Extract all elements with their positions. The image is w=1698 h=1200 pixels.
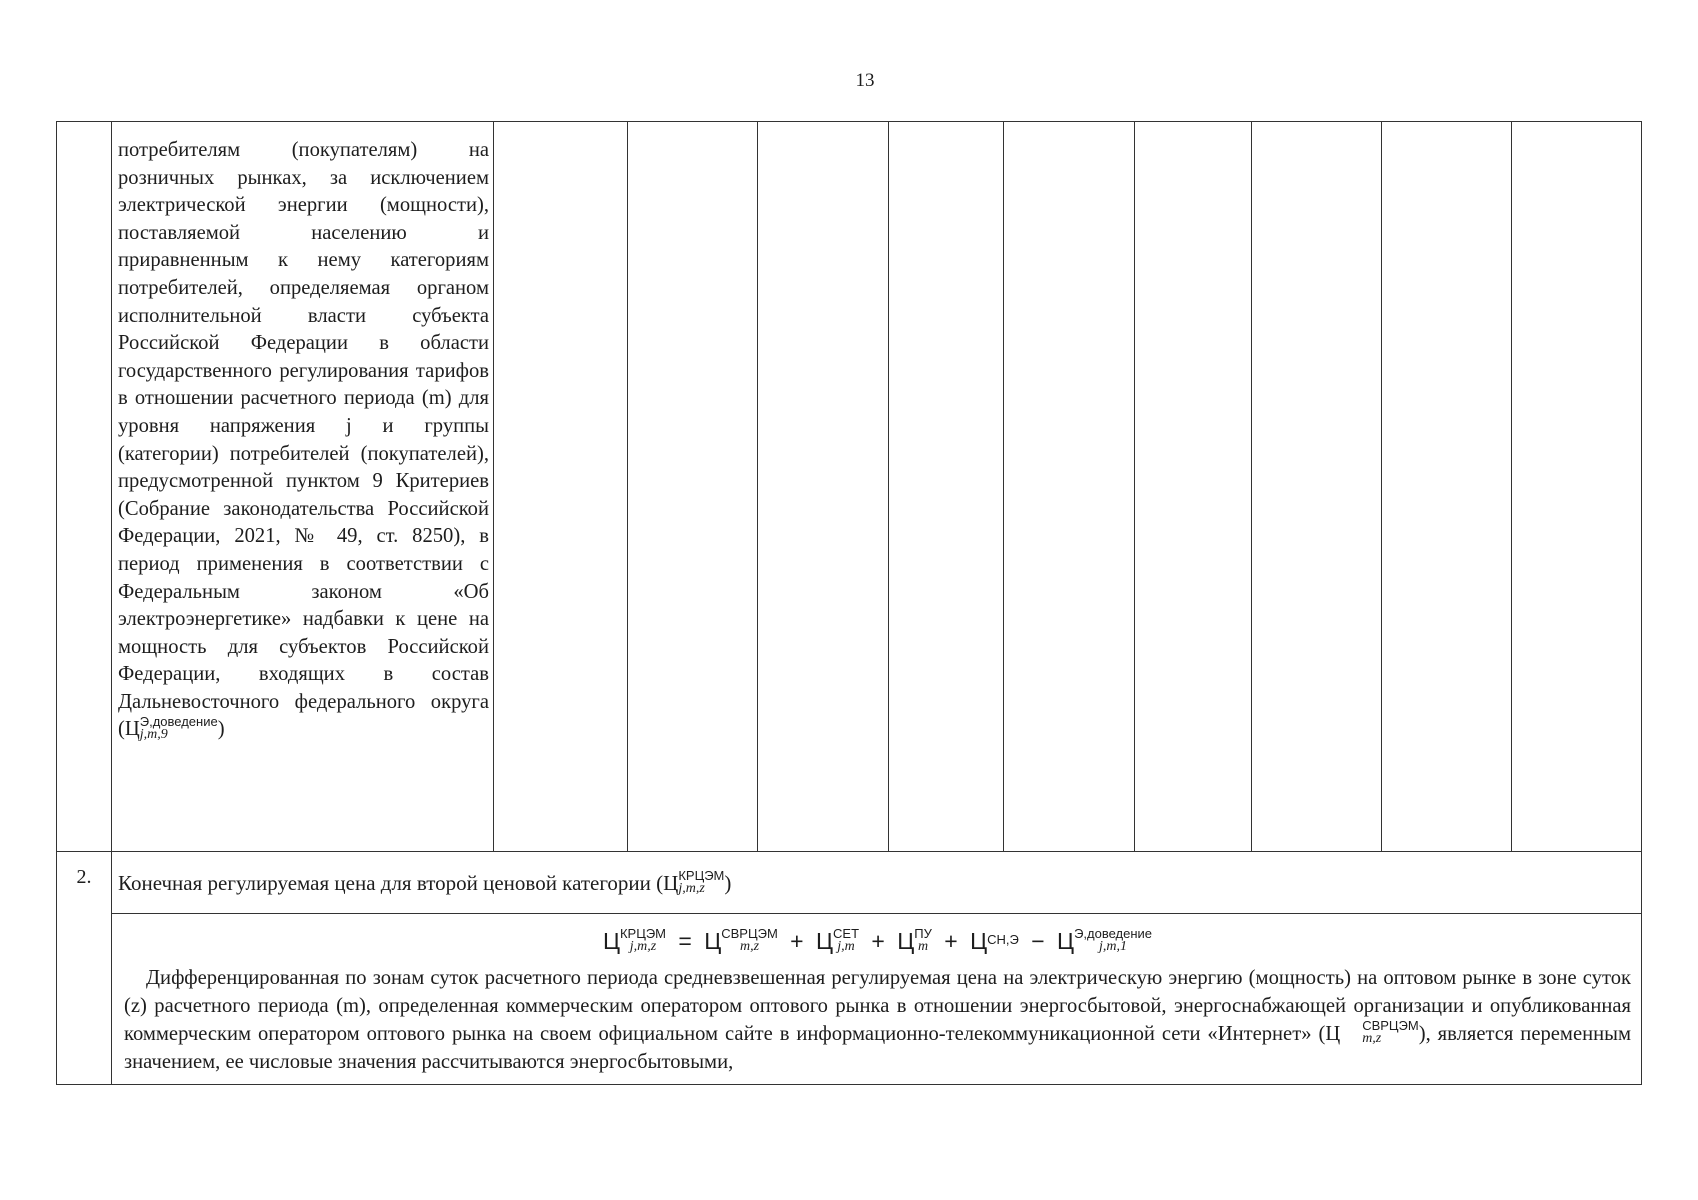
formula-operator: +: [871, 928, 885, 954]
closing-paren: ): [217, 718, 225, 741]
formula-term-indices: [721, 927, 778, 953]
formula-term: Ц: [704, 928, 722, 954]
value-cell: [1382, 122, 1512, 852]
tariff-table: [56, 121, 1642, 1085]
price-formula: [124, 926, 1631, 956]
symbol-subscript: j,m,9: [139, 726, 168, 742]
formula-term-subscript: j,m,1: [1099, 938, 1128, 954]
price-symbol: Ц: [124, 718, 140, 741]
row-number: 2.: [57, 852, 112, 1085]
formula-term-indices: [1074, 927, 1152, 953]
formula-term-subscript: m: [917, 938, 929, 954]
description-symbol-indices: [1340, 1019, 1419, 1045]
formula-term-indices: [987, 933, 1019, 946]
formula-operator: =: [678, 928, 692, 954]
formula-operator: +: [944, 928, 958, 954]
value-cell: [1512, 122, 1642, 852]
formula-term-superscript: СВРЦЭМ: [721, 925, 778, 941]
page-number: 13: [855, 70, 875, 91]
number-cell-empty: [57, 122, 112, 852]
formula-term-superscript: Э,доведение: [1074, 925, 1153, 941]
formula-term: Ц: [970, 928, 988, 954]
parameter-description-text: потребителям (покупателям) на розничных рынках, за исключением электрической энергии (мощности), поставляемой населению и приравненным к нему категориям потребителей, определяемая органом исполнительной власти субъекта Российской Федерации в области государственного регулирования тарифов в отношении расчетного периода (m) для уровня напряжения j и группы (категории) потребителей (покупателей), предусмотренной пунктом 9 Критериев (Собрание законодательства Российской Федерации, 2021, № 49, ст. 8250), в период применения в соответствии с Федеральным законом «Об электроэнергетике» надбавки к цене на мощность для субъектов Российской Федерации, входящих в состав Дальневосточного федерального округа (: [118, 139, 489, 741]
table-row-heading: [57, 852, 1642, 914]
parameter-description-cell: [112, 122, 494, 852]
heading-symbol-superscript: КРЦЭМ: [678, 868, 725, 884]
value-cell: [1252, 122, 1382, 852]
formula-term-subscript: j,m: [837, 938, 855, 954]
heading-symbol-indices: [678, 869, 724, 895]
table-row-formula: [57, 914, 1642, 1085]
heading-closing-paren: ): [724, 870, 732, 895]
section-heading-text: Конечная регулируемая цена для второй ценовой категории (: [118, 870, 664, 895]
formula-term: Ц: [897, 928, 915, 954]
description-symbol-superscript: СВРЦЭМ: [1362, 1018, 1419, 1034]
formula-description-text: Дифференцированная по зонам суток расчетного периода средневзвешенная регулируемая цена на электрическую энергию (мощность) на оптовом рынке в зоне суток (z) расчетного периода (m), определенная коммерческим оператором оптового рынка в отношении энергосбытовой, энергоснабжающей организации и опубликованная коммерческим оператором оптового рынка на своем официальном сайте в информационно-телекоммуникационной сети «Интернет» (: [124, 967, 1631, 1045]
heading-symbol-subscript: j,m,z: [678, 881, 705, 897]
formula-cell: [112, 914, 1642, 1085]
formula-term: Ц: [1057, 928, 1075, 954]
formula-term-superscript: СЕТ: [833, 925, 860, 941]
section-heading: [112, 852, 1642, 914]
formula-term-superscript: КРЦЭМ: [619, 925, 667, 941]
formula-term-indices: [833, 927, 859, 953]
formula-term-subscript: m,z: [739, 938, 760, 954]
formula-term-subscript: j,m,z: [629, 938, 657, 954]
value-cell: [494, 122, 628, 852]
symbol-indices: [140, 715, 218, 741]
value-cell: [889, 122, 1004, 852]
formula-term: Ц: [602, 928, 620, 954]
value-cell: [628, 122, 758, 852]
heading-price-symbol: Ц: [663, 870, 679, 895]
symbol-superscript: Э,доведение: [139, 713, 218, 729]
formula-term-superscript: СН,Э: [987, 932, 1019, 948]
formula-term-indices: [620, 927, 666, 953]
value-cell: [758, 122, 889, 852]
formula-term: Ц: [816, 928, 834, 954]
formula-description: [124, 964, 1631, 1076]
table-row-continuation: [57, 122, 1642, 852]
formula-term-superscript: ПУ: [914, 925, 932, 941]
parameter-description: [118, 137, 489, 744]
description-symbol-subscript: m,z: [1362, 1031, 1382, 1047]
formula-operator: −: [1031, 928, 1045, 954]
formula-operator: +: [790, 928, 804, 954]
formula-term-indices: [914, 927, 932, 953]
value-cell: [1135, 122, 1252, 852]
description-price-symbol: Ц: [1325, 1023, 1341, 1045]
formula-description-tail: ), является переменным значением, ее числовые значения рассчитываются энергосбытовыми,: [124, 1023, 1631, 1074]
value-cell: [1004, 122, 1135, 852]
